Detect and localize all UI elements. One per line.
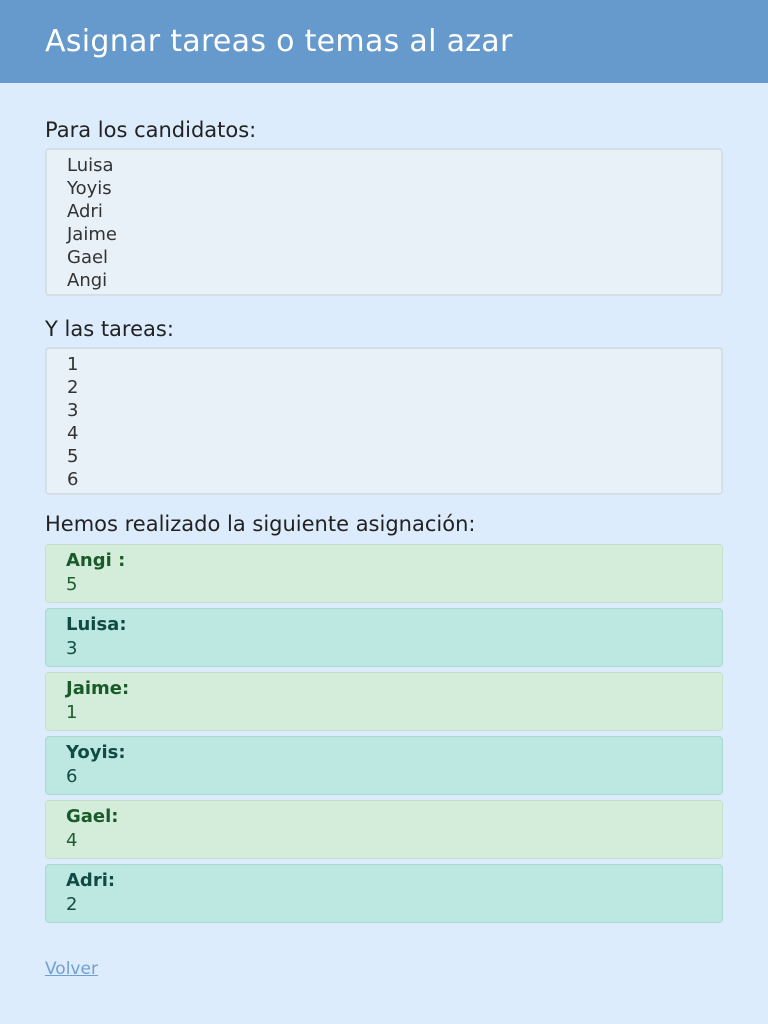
page-title: Asignar tareas o temas al azar (45, 24, 513, 59)
page-header (0, 0, 768, 83)
assignment-task: 6 (66, 766, 78, 787)
candidate-line: Angi (67, 270, 108, 291)
assignment-results (45, 544, 723, 923)
assignment-task: 2 (66, 894, 78, 915)
task-line: 3 (67, 400, 79, 421)
assignment-card (45, 736, 723, 795)
main-content (0, 83, 768, 979)
assignment-name: Angi : (66, 550, 126, 571)
task-line: 2 (67, 377, 79, 398)
task-line: 4 (67, 423, 79, 444)
assignment-name: Adri: (66, 870, 116, 891)
tasks-label: Y las tareas: (45, 317, 174, 341)
candidate-line: Adri (67, 201, 103, 222)
assignment-card (45, 544, 723, 603)
assignment-task: 3 (66, 638, 78, 659)
candidate-line: Yoyis (67, 178, 112, 199)
candidate-line: Jaime (67, 224, 117, 245)
back-link[interactable]: Volver (45, 959, 98, 979)
task-line: 6 (67, 469, 79, 490)
assignment-task: 1 (66, 702, 78, 723)
assignment-name: Gael: (66, 806, 119, 827)
candidates-label: Para los candidatos: (45, 118, 257, 142)
candidates-textarea[interactable] (45, 148, 723, 296)
task-line: 1 (67, 354, 79, 375)
assignment-name: Yoyis: (66, 742, 126, 763)
candidate-line: Luisa (67, 155, 114, 176)
assignment-card (45, 800, 723, 859)
assignment-card (45, 608, 723, 667)
tasks-textarea[interactable] (45, 347, 723, 495)
assignment-task: 4 (66, 830, 78, 851)
assignment-label: Hemos realizado la siguiente asignación: (45, 512, 476, 536)
candidate-line: Gael (67, 247, 109, 268)
assignment-name: Luisa: (66, 614, 127, 635)
assignment-card (45, 672, 723, 731)
assignment-card (45, 864, 723, 923)
assignment-name: Jaime: (66, 678, 130, 699)
assignment-task: 5 (66, 574, 78, 595)
task-line: 5 (67, 446, 79, 467)
